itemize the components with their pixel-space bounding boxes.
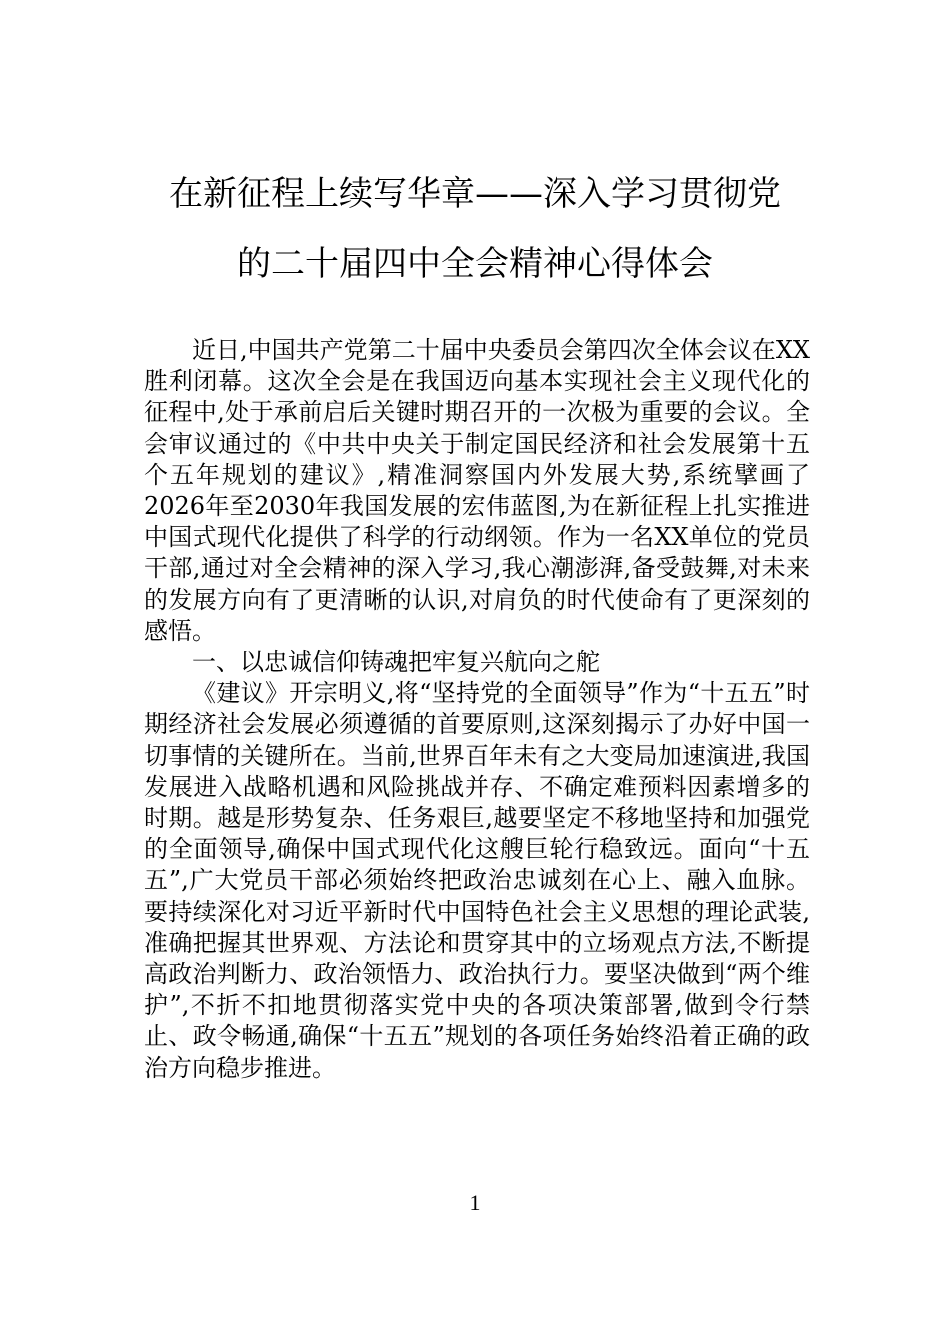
document-title-line-1: 在新征程上续写华章——深入学习贯彻党	[169, 174, 781, 214]
section-paragraph: 《建议》开宗明义,将“坚持党的全面领导”作为“十五五”时期经济社会发展必须遵循的首要原则,这深刻揭示了办好中国一切事情的关键所在。当前,世界百年未有之大变局加速演进,我国发展进入战略机遇和风险挑战并存、不确定难预料因素增多的时期。越是形势复杂、任务艰巨,越要坚定不移地坚持和加强党的全面领导,确保中国式现代化这艘巨轮行稳致远。面向“十五五”,广大党员干部必须始终把政治忠诚刻在心上、融入血脉。要持续深化对习近平新时代中国特色社会主义思想的理论武装,准确把握其世界观、方法论和贯穿其中的立场观点方法,不断提高政治判断力、政治领悟力、政治执行力。要坚决做到“两个维护”,不折不扣地贯彻落实党中央的各项决策部署,做到令行禁止、政令畅通,确保“十五五”规划的各项任务始终沿着正确的政治方向稳步推进。	[144, 679, 810, 1082]
document-body	[144, 335, 810, 1084]
document-title-line-2: 的二十届四中全会精神心得体会	[237, 244, 713, 284]
page-number: 1	[469, 1190, 481, 1215]
section-heading: 一、以忠诚信仰铸魂把牢复兴航向之舵	[192, 648, 600, 677]
intro-paragraph: 近日,中国共产党第二十届中央委员会第四次全体会议在XX胜利闭幕。这次全会是在我国迈向基本实现社会主义现代化的征程中,处于承前启后关键时期召开的一次极为重要的会议。全会审议通过的《中共中央关于制定国民经济和社会发展第十五个五年规划的建议》,精准洞察国内外发展大势,系统擘画了2026年至2030年我国发展的宏伟蓝图,为在新征程上扎实推进中国式现代化提供了科学的行动纲领。作为一名XX单位的党员干部,通过对全会精神的深入学习,我心潮澎湃,备受鼓舞,对未来的发展方向有了更清晰的认识,对肩负的时代使命有了更深刻的感悟。	[144, 336, 810, 645]
